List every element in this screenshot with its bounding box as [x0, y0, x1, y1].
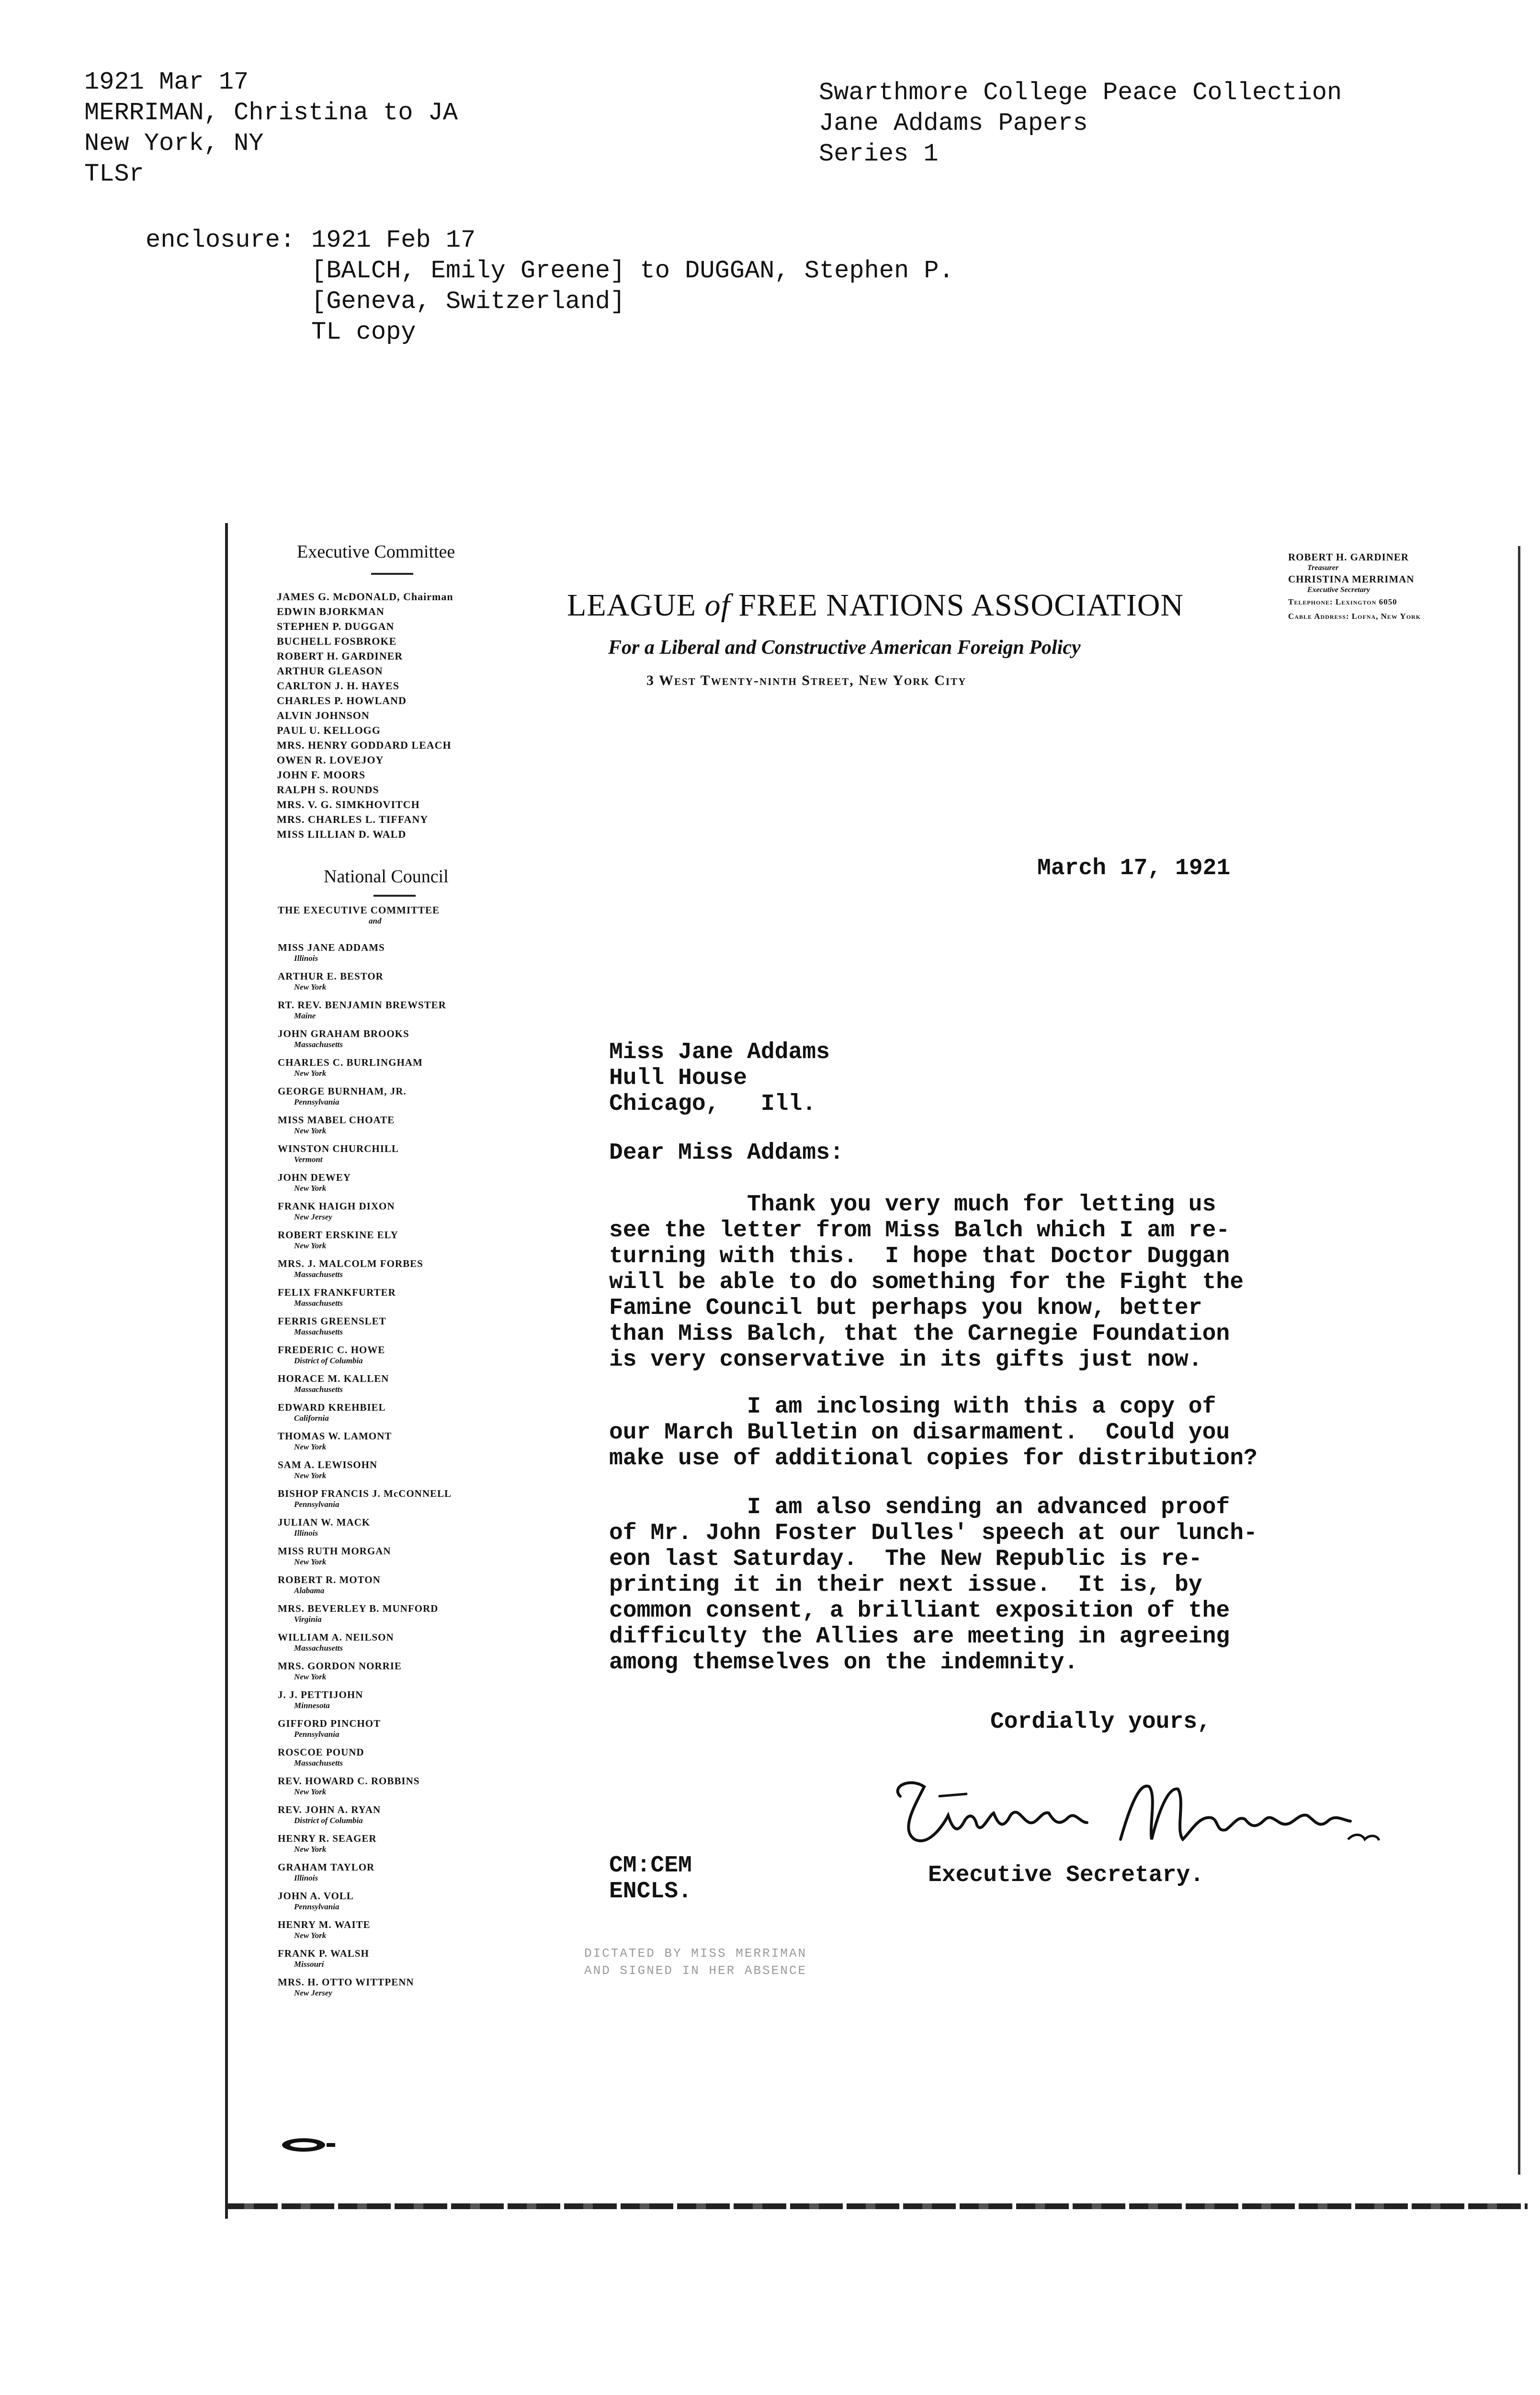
council-member	[278, 1314, 546, 1343]
council-member	[278, 1343, 546, 1372]
executive-member: CARLTON J. H. HAYES	[277, 680, 399, 692]
council-member-state: New York	[294, 1442, 327, 1451]
paragraph-2: I am inclosing with this a copy of our March Bulletin on disarmament. Could you make use of additional copies for distribution?	[609, 1394, 1257, 1471]
council-intro	[278, 903, 546, 941]
council-member-state: Illinois	[294, 954, 318, 963]
council-member-name: J. J. PETTIJOHN	[278, 1689, 363, 1700]
national-council-heading: National Council	[324, 867, 449, 887]
executive-committee-list	[277, 589, 545, 842]
collection-name: Swarthmore College Peace Collection	[819, 79, 1342, 107]
council-member-name: MRS. J. MALCOLM FORBES	[278, 1258, 423, 1269]
council-member-name: FREDERIC C. HOWE	[278, 1344, 385, 1356]
letterhead-title	[567, 587, 1184, 624]
council-member	[278, 941, 546, 969]
archive-doc-type: TLSr	[84, 160, 144, 188]
council-member-name: FERRIS GREENSLET	[278, 1315, 386, 1327]
council-member-name: MRS. BEVERLEY B. MUNFORD	[278, 1603, 439, 1614]
council-member-state: New York	[294, 1184, 327, 1193]
council-member	[278, 1918, 546, 1947]
council-member-state: New York	[294, 1471, 327, 1480]
executive-member: RALPH S. ROUNDS	[277, 784, 379, 796]
council-member	[278, 1228, 546, 1257]
council-member-state: New York	[294, 982, 327, 992]
council-member	[278, 1084, 546, 1113]
archive-date: 1921 Mar 17	[84, 68, 249, 96]
council-member	[278, 1286, 546, 1314]
council-member-name: THOMAS W. LAMONT	[278, 1430, 392, 1442]
council-member-state: New York	[294, 1787, 327, 1796]
recipient-address	[609, 1039, 830, 1117]
heading-rule	[371, 573, 413, 575]
council-member-state: Pennsylvania	[294, 1902, 340, 1911]
council-member	[278, 1401, 546, 1429]
council-member-name: MISS JANE ADDAMS	[278, 942, 385, 953]
enclosure-date: 1921 Feb 17	[311, 226, 476, 254]
council-member	[278, 1602, 546, 1631]
council-member-state: New York	[294, 1126, 327, 1135]
executive-member: ARTHUR GLEASON	[277, 665, 383, 677]
council-member	[278, 1803, 546, 1832]
archive-place: New York, NY	[84, 129, 264, 158]
council-member-state: Massachusetts	[294, 1385, 343, 1394]
union-label-icon	[280, 2135, 337, 2155]
council-member-state: Massachusetts	[294, 1270, 343, 1279]
council-member-name: GRAHAM TAYLOR	[278, 1861, 375, 1873]
council-member	[278, 1027, 546, 1056]
council-member-state: Pennsylvania	[294, 1500, 340, 1509]
council-member-name: FRANK P. WALSH	[278, 1948, 369, 1959]
recipient-street: Hull House	[609, 1065, 747, 1091]
enclosure-place: [Geneva, Switzerland]	[311, 287, 625, 316]
council-member-state: Massachusetts	[294, 1758, 343, 1768]
executive-member: BUCHELL FOSBROKE	[277, 635, 397, 647]
officer-treasurer	[1288, 551, 1499, 573]
executive-member: STEPHEN P. DUGGAN	[277, 620, 395, 632]
council-member	[278, 1056, 546, 1084]
typist-initials: CM:CEM ENCLS.	[609, 1853, 692, 1905]
title-part-association: FREE NATIONS ASSOCIATION	[730, 588, 1184, 623]
council-member-name: FELIX FRANKFURTER	[278, 1287, 396, 1298]
council-member-name: MISS RUTH MORGAN	[278, 1545, 391, 1557]
council-member-name: BISHOP FRANCIS J. McCONNELL	[278, 1488, 452, 1499]
council-member-state: District of Columbia	[294, 1816, 363, 1825]
council-member	[278, 1142, 546, 1171]
title-part-of: of	[704, 588, 730, 623]
council-member	[278, 1631, 546, 1659]
council-member-name: GIFFORD PINCHOT	[278, 1718, 381, 1729]
council-member	[278, 1199, 546, 1228]
enclosure-type: TL copy	[311, 318, 416, 346]
council-member-name: RT. REV. BENJAMIN BREWSTER	[278, 999, 446, 1011]
council-member-name: WILLIAM A. NEILSON	[278, 1631, 394, 1643]
executive-member: PAUL U. KELLOGG	[277, 724, 381, 736]
collection-papers: Jane Addams Papers	[819, 109, 1088, 137]
council-member	[278, 1544, 546, 1573]
council-member-state: New York	[294, 1845, 327, 1854]
council-member-state: New York	[294, 1672, 327, 1681]
council-member-name: HORACE M. KALLEN	[278, 1373, 389, 1384]
title-part-league: LEAGUE	[567, 588, 705, 623]
council-member	[278, 1774, 546, 1803]
council-member-state: Vermont	[294, 1155, 323, 1164]
archive-collection	[819, 78, 1342, 170]
council-member-state: New York	[294, 1931, 327, 1940]
council-member-state: Illinois	[294, 1528, 318, 1538]
council-member-name: HENRY R. SEAGER	[278, 1833, 377, 1844]
letter-bottom-edge	[225, 2203, 1528, 2209]
council-member-state: Massachusetts	[294, 1040, 343, 1049]
council-member-name: FRANK HAIGH DIXON	[278, 1200, 395, 1212]
paragraph-1: Thank you very much for letting us see the letter from Miss Balch which I am re- turning with this. I hope that Doctor Duggan will be able to do something for the Fight the Famine Council but perhaps you know, better than Miss Balch, that the Carnegie Foundation is very conservative in its gifts just now.	[609, 1192, 1244, 1373]
executive-member: MRS. V. G. SIMKHOVITCH	[277, 798, 420, 810]
officer-role: Executive Secretary	[1307, 586, 1370, 594]
council-member-name: ROSCOE POUND	[278, 1746, 364, 1758]
council-member	[278, 1659, 546, 1688]
council-member-state: Massachusetts	[294, 1643, 343, 1653]
council-member-state: New York	[294, 1069, 327, 1078]
council-member-name: ROBERT R. MOTON	[278, 1574, 381, 1585]
council-member	[278, 1745, 546, 1774]
council-member	[278, 969, 546, 998]
council-member-state: California	[294, 1414, 329, 1423]
council-member	[278, 1516, 546, 1544]
telephone-line: Telephone: Lexington 6050	[1288, 597, 1397, 606]
signer-title: Executive Secretary.	[928, 1862, 1204, 1888]
salutation: Dear Miss Addams:	[609, 1140, 844, 1166]
council-member-state: District of Columbia	[294, 1356, 363, 1365]
council-member-name: JULIAN W. MACK	[278, 1517, 371, 1528]
council-member	[278, 1860, 546, 1889]
letter-right-edge	[1518, 546, 1520, 2175]
letterhead-subtitle: For a Liberal and Constructive American Foreign Policy	[608, 637, 1081, 659]
council-intro-text: THE EXECUTIVE COMMITTEE	[278, 904, 440, 916]
heading-rule	[374, 895, 416, 897]
archive-correspondents: MERRIMAN, Christina to JA	[84, 99, 458, 127]
executive-member: ALVIN JOHNSON	[277, 709, 370, 721]
officer-name: ROBERT H. GARDINER	[1288, 551, 1409, 563]
cable-address-line: Cable Address: Lofna, New York	[1288, 612, 1421, 621]
council-member-state: New Jersey	[294, 1212, 332, 1221]
council-member	[278, 1171, 546, 1199]
council-member-state: Illinois	[294, 1873, 318, 1882]
paragraph-3: I am also sending an advanced proof of Mr. John Foster Dulles' speech at our lunch- eon last Saturday. The New Republic is re- printing it in their next issue. It is, by common consent, a brilliant exposition of the difficulty the Allies are meeting in agreeing among themselves on the indemnity.	[609, 1494, 1257, 1676]
executive-member: MRS. HENRY GODDARD LEACH	[277, 739, 452, 751]
council-member-name: HENRY M. WAITE	[278, 1919, 371, 1930]
council-member-name: MISS MABEL CHOATE	[278, 1114, 395, 1126]
executive-member: MRS. CHARLES L. TIFFANY	[277, 813, 429, 825]
council-member	[278, 1573, 546, 1602]
council-member-name: EDWARD KREHBIEL	[278, 1402, 386, 1413]
council-member-name: WINSTON CHURCHILL	[278, 1143, 399, 1154]
council-member-name: ROBERT ERSKINE ELY	[278, 1229, 398, 1241]
dictated-stamp: DICTATED BY MISS MERRIMAN AND SIGNED IN HER ABSENCE	[584, 1946, 807, 1978]
letter-date: March 17, 1921	[1037, 855, 1231, 881]
officers-block	[1288, 551, 1499, 624]
council-member-state: Virginia	[294, 1615, 322, 1624]
recipient-city: Chicago, Ill.	[609, 1091, 816, 1117]
council-member	[278, 1947, 546, 1975]
handwritten-signature	[881, 1768, 1408, 1863]
enclosure-label: enclosure:	[146, 226, 295, 254]
officer-role: Treasurer	[1307, 564, 1339, 572]
letterhead-address: 3 West Twenty-ninth Street, New York City	[646, 673, 967, 688]
council-member-name: JOHN A. VOLL	[278, 1890, 354, 1902]
national-council-list	[278, 903, 546, 2004]
officer-name: CHRISTINA MERRIMAN	[1288, 573, 1415, 585]
council-member	[278, 1975, 546, 2004]
executive-committee-heading: Executive Committee	[297, 542, 455, 562]
council-member-name: REV. JOHN A. RYAN	[278, 1804, 381, 1815]
collection-series: Series 1	[819, 140, 939, 168]
council-member	[278, 1487, 546, 1516]
council-member-state: Missouri	[294, 1960, 324, 1969]
executive-member: EDWIN BJORKMAN	[277, 605, 385, 617]
council-member	[278, 1717, 546, 1745]
archive-citation	[84, 67, 458, 190]
executive-member: CHARLES P. HOWLAND	[277, 695, 407, 707]
council-member-state: Pennsylvania	[294, 1097, 340, 1106]
council-member-state: Minnesota	[294, 1701, 330, 1710]
council-member	[278, 1832, 546, 1860]
council-member-state: Massachusetts	[294, 1299, 343, 1308]
executive-member: JOHN F. MOORS	[277, 769, 366, 781]
council-member	[278, 1889, 546, 1918]
council-member-state: New York	[294, 1557, 327, 1566]
council-member-state: Alabama	[294, 1586, 325, 1595]
council-intro-and: and	[369, 916, 382, 925]
council-member-name: REV. HOWARD C. ROBBINS	[278, 1775, 420, 1787]
council-member-state: Maine	[294, 1011, 316, 1020]
council-member	[278, 1257, 546, 1286]
council-member	[278, 1429, 546, 1458]
enclosure-details	[311, 225, 954, 348]
council-member-name: ARTHUR E. BESTOR	[278, 970, 384, 982]
council-member-name: CHARLES C. BURLINGHAM	[278, 1057, 423, 1068]
council-member-name: SAM A. LEWISOHN	[278, 1459, 378, 1471]
officer-secretary	[1288, 573, 1499, 595]
council-member	[278, 998, 546, 1027]
council-member-name: MRS. H. OTTO WITTPENN	[278, 1976, 414, 1988]
closing: Cordially yours,	[990, 1709, 1211, 1735]
council-member-state: New Jersey	[294, 1988, 332, 1997]
council-member	[278, 1458, 546, 1487]
executive-member: MISS LILLIAN D. WALD	[277, 828, 407, 840]
council-member	[278, 1372, 546, 1401]
council-member	[278, 1113, 546, 1142]
executive-member: JAMES G. McDONALD, Chairman	[277, 591, 453, 603]
council-member-name: MRS. GORDON NORRIE	[278, 1660, 402, 1672]
council-member-state: Pennsylvania	[294, 1730, 340, 1739]
enclosure-correspondents: [BALCH, Emily Greene] to DUGGAN, Stephen P.	[311, 257, 954, 285]
council-member	[278, 1688, 546, 1717]
council-member-state: New York	[294, 1241, 327, 1250]
executive-member: ROBERT H. GARDINER	[277, 650, 403, 662]
council-member-name: GEORGE BURNHAM, JR.	[278, 1085, 407, 1097]
council-member-name: JOHN DEWEY	[278, 1172, 351, 1183]
recipient-name: Miss Jane Addams	[609, 1039, 830, 1065]
council-member-state: Massachusetts	[294, 1327, 343, 1336]
executive-member: OWEN R. LOVEJOY	[277, 754, 384, 766]
council-member-name: JOHN GRAHAM BROOKS	[278, 1028, 409, 1039]
